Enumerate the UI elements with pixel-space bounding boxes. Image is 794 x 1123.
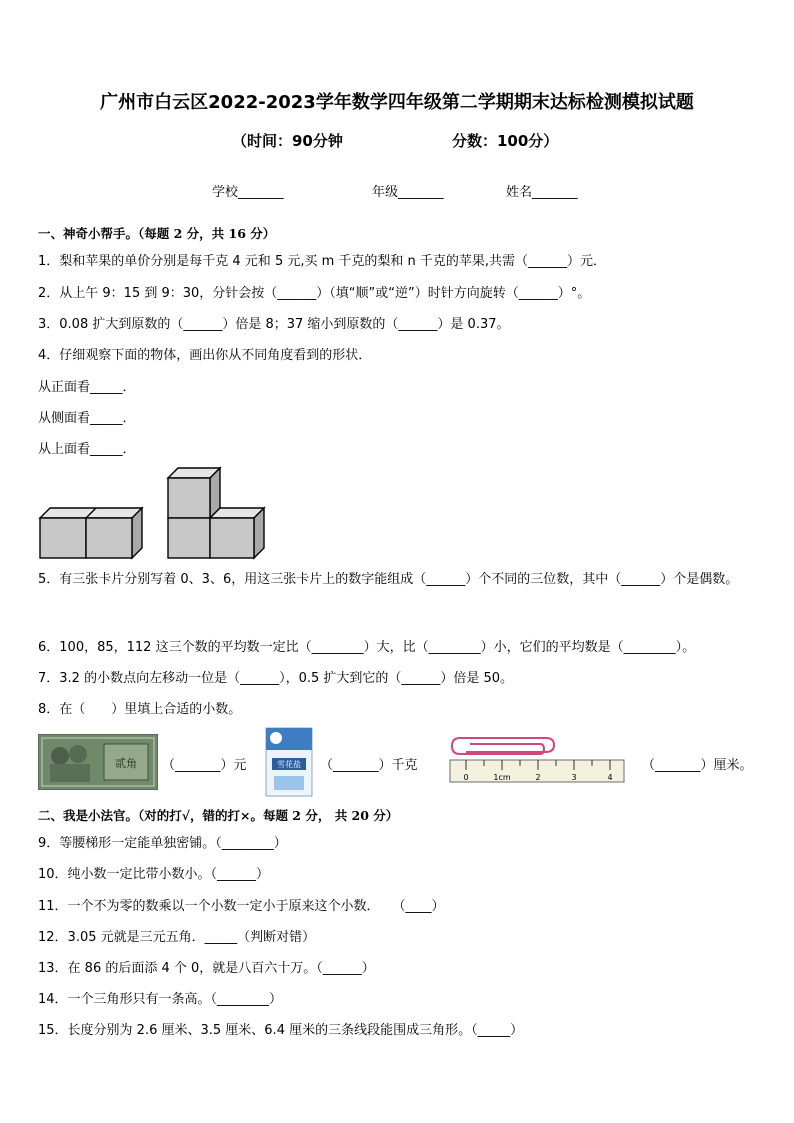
question-13: 13．在 86 的后面添 4 个 0，就是八百六十万。（______） xyxy=(38,961,375,976)
cube-figure xyxy=(38,466,278,562)
ruler-label-0: 0 xyxy=(463,773,469,782)
answer-kg: （_______）千克 xyxy=(320,758,418,773)
ruler-label-4: 4 xyxy=(607,773,613,782)
ruler-label-2: 2 xyxy=(535,773,541,782)
ruler-label-3: 3 xyxy=(571,773,577,782)
answer-cm: （_______）厘米。 xyxy=(642,758,753,773)
question-1: 1．梨和苹果的单价分别是每千克 4 元和 5 元,买 m 千克的梨和 n 千克的苹果,共需（______）元． xyxy=(38,254,607,269)
ruler-label-1: 1cm xyxy=(493,773,511,782)
question-3: 3．0.08 扩大到原数的（______）倍是 8；37 缩小到原数的（______）是 0.37。 xyxy=(38,317,510,332)
question-12: 12．3.05 元就是三元五角．_____（判断对错） xyxy=(38,930,316,945)
question-6: 6．100，85，112 这三个数的平均数一定比（________）大，比（________）小，它们的平均数是（________）。 xyxy=(38,640,696,655)
school-field: 学校_______ xyxy=(212,185,284,200)
question-4-front: 从正面看_____． xyxy=(38,380,136,395)
question-5: 5．有三张卡片分别写着 0、3、6，用这三张卡片上的数字能组成（______）个不同的三位数，其中（______）个是偶数。 xyxy=(38,572,739,587)
banknote-label: 贰角 xyxy=(115,757,137,770)
section-1-heading: 一、神奇小帮手。（每题 2 分，共 16 分） xyxy=(38,226,276,241)
exam-title: 广州市白云区2022-2023学年数学四年级第二学期期末达标检测模拟试题 xyxy=(100,92,694,113)
answer-yuan: （_______）元 xyxy=(162,758,247,773)
score-label: 分数：100分） xyxy=(452,132,559,150)
question-14: 14．一个三角形只有一条高。（________） xyxy=(38,992,283,1007)
question-9: 9．等腰梯形一定能单独密铺。（________） xyxy=(38,836,287,851)
question-4: 4．仔细观察下面的物体，画出你从不同角度看到的形状． xyxy=(38,348,372,363)
question-7: 7．3.2 的小数点向左移动一位是（______），0.5 扩大到它的（______）倍是 50。 xyxy=(38,671,514,686)
salt-bag-image xyxy=(262,724,316,800)
question-8: 8．在（ ）里填上合适的小数。 xyxy=(38,702,242,717)
salt-label: 雪花盐 xyxy=(277,760,301,769)
ruler-paperclip-image xyxy=(446,736,628,788)
section-2-heading: 二、我是小法官。（对的打√，错的打×。每题 2 分， 共 20 分） xyxy=(38,808,399,823)
question-11: 11．一个不为零的数乘以一个小数一定小于原来这个小数． （____） xyxy=(38,899,445,914)
grade-field: 年级_______ xyxy=(372,185,444,200)
question-4-side: 从侧面看_____． xyxy=(38,411,136,426)
question-2: 2．从上午 9：15 到 9：30，分针会按（______）（填“顺”或“逆”）时针方向旋转（______）°。 xyxy=(38,286,591,301)
question-4-top: 从上面看_____． xyxy=(38,442,136,457)
question-15: 15．长度分别为 2.6 厘米、3.5 厘米、6.4 厘米的三条线段能围成三角形。（_____） xyxy=(38,1023,524,1038)
name-field: 姓名_______ xyxy=(506,185,578,200)
question-10: 10．纯小数一定比带小数小。（______） xyxy=(38,867,270,882)
time-label: （时间：90分钟 xyxy=(232,132,343,150)
banknote-image xyxy=(38,734,158,790)
